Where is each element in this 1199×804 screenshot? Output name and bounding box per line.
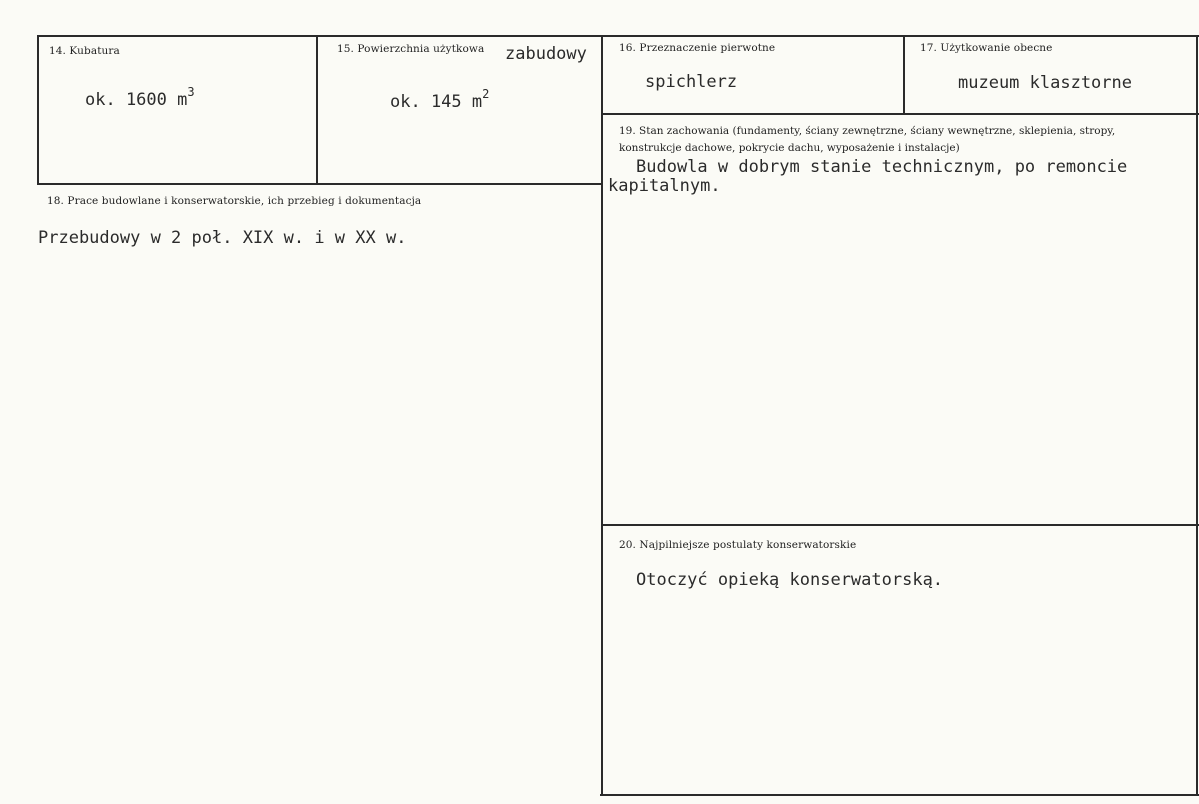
field-15-value bbox=[390, 87, 489, 112]
divider-14-15 bbox=[316, 35, 318, 185]
row3-divider-right bbox=[602, 524, 1199, 526]
left-border bbox=[37, 35, 39, 185]
field-14-value bbox=[85, 85, 195, 110]
field-20-value: Otoczyć opieką konserwatorską. bbox=[636, 570, 944, 590]
field-20-label: 20. Najpilniejsze postulaty konserwatorskie bbox=[619, 539, 857, 551]
divider-16-17 bbox=[903, 35, 905, 115]
bottom-border bbox=[600, 794, 1199, 796]
field-15-value-sup: 2 bbox=[482, 87, 490, 101]
top-border bbox=[37, 35, 1199, 37]
center-divider bbox=[601, 35, 603, 796]
field-16-label: 16. Przeznaczenie pierwotne bbox=[619, 42, 776, 54]
field-18-value: Przebudowy w 2 poł. XIX w. i w XX w. bbox=[38, 228, 407, 248]
row1-divider-left bbox=[37, 183, 603, 185]
field-15-value-text: ok. 145 m bbox=[390, 92, 483, 112]
field-19-value: Budowla w dobrym stanie technicznym, po remoncie kapitalnym. bbox=[608, 157, 1128, 196]
field-19-label: 19. Stan zachowania (fundamenty, ściany zewnętrzne, ściany wewnętrzne, sklepienia, stropy, konstrukcje dachowe, pokrycie dachu, wyposażenie i instalacje) bbox=[619, 125, 1116, 154]
field-14-value-sup: 3 bbox=[187, 85, 195, 99]
field-17-label: 17. Użytkowanie obecne bbox=[920, 42, 1053, 54]
field-18-label: 18. Prace budowlane i konserwatorskie, ich przebieg i dokumentacja bbox=[47, 195, 422, 207]
field-17-value: muzeum klasztorne bbox=[958, 73, 1132, 93]
row1-divider-right bbox=[603, 113, 1199, 115]
field-14-label: 14. Kubatura bbox=[49, 45, 120, 57]
field-15-label: 15. Powierzchnia użytkowa bbox=[337, 43, 485, 55]
field-16-value: spichlerz bbox=[645, 72, 738, 92]
field-15-extra: zabudowy bbox=[505, 44, 587, 64]
right-border bbox=[1196, 35, 1198, 796]
field-14-value-text: ok. 1600 m bbox=[85, 90, 188, 110]
